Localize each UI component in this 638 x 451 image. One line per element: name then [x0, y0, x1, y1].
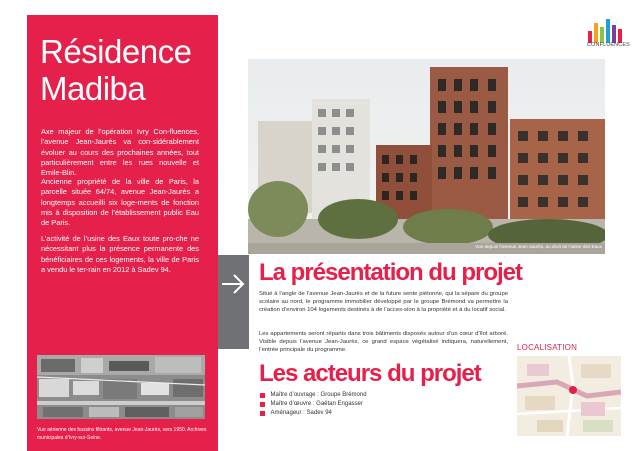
- actor-label: Maître d’œuvre : Gaëtan Engasser: [270, 401, 363, 407]
- acteurs-heading: Les acteurs du projet: [259, 360, 481, 387]
- title-line-2: Madiba: [40, 70, 146, 107]
- building-rendering: [248, 59, 605, 254]
- ivry-logo-icon: [586, 15, 630, 55]
- logo-text: CONFLUENCES: [587, 42, 630, 48]
- intro-panel: [27, 15, 218, 451]
- arrow-right-icon: [218, 269, 248, 299]
- photo-caption: Vue depuis l’avenue Jean-Jaurès, au droit de l’usine des Eaux: [475, 244, 602, 249]
- title-line-1: Résidence: [40, 33, 192, 70]
- bullet-icon: [260, 402, 265, 407]
- location-map: [517, 356, 621, 436]
- list-item: [259, 391, 367, 400]
- presentation-heading: La présentation du projet: [259, 259, 523, 286]
- localisation-title: LOCALISATION: [517, 343, 578, 352]
- intro-paragraph-3: L’activité de l’usine des Eaux toute pro-che ne nécessitant plus la présence permanente des bénéficiaires de ces logements, la ville de Paris a vendu le ter-rain en 2012 à Sadev 94.: [41, 234, 199, 274]
- list-item: [259, 400, 367, 409]
- page-title: [40, 33, 215, 107]
- actors-list: [259, 391, 367, 418]
- actor-label: Aménageur : Sadev 94: [270, 410, 332, 416]
- presentation-paragraph-1: Situé à l’angle de l’avenue Jean-Jaurès et de la future sente piétonne, qui la sépare du groupe scolaire au nord, le programme immobilier développé par le groupe Brémond va permettre la création d’environ 104 logements destinés à de l’acces-sion à la propriété et à du locatif social.: [259, 291, 508, 314]
- actor-label: Maître d’ouvrage : Groupe Brémond: [270, 392, 367, 398]
- bullet-icon: [260, 411, 265, 416]
- bullet-icon: [260, 393, 265, 398]
- intro-paragraph-2: Ancienne propriété de la ville de Paris, la parcelle située 64/74, avenue Jean-Jaurès a longtemps accueilli six loge-ments de fonction mis à disposition de l’établissement public Eau de Paris.: [41, 177, 199, 228]
- list-item: [259, 409, 367, 418]
- aerial-photo: [37, 355, 205, 419]
- aerial-caption: Vue aérienne des bassins filtrants, avenue Jean-Jaurès, vers 1950. Archives municipales d’Ivry-sur-Seine.: [37, 427, 207, 441]
- intro-paragraph-1: Axe majeur de l’opération Ivry Con-fluences, l’avenue Jean-Jaurès va con-sidérablement évoluer au cours des prochaines années, tout particulièrement entre les rues nouvelle et Emile-Blin.: [41, 127, 199, 178]
- presentation-paragraph-2: Les appartements seront répartis dans trois bâtiments disposés autour d’un cœur d’îlot arboré. Visible depuis l’avenue Jean-Jaurès, ce grand espace végétalisé indiquera, naturellement, l’entrée principale du programme.: [259, 331, 508, 354]
